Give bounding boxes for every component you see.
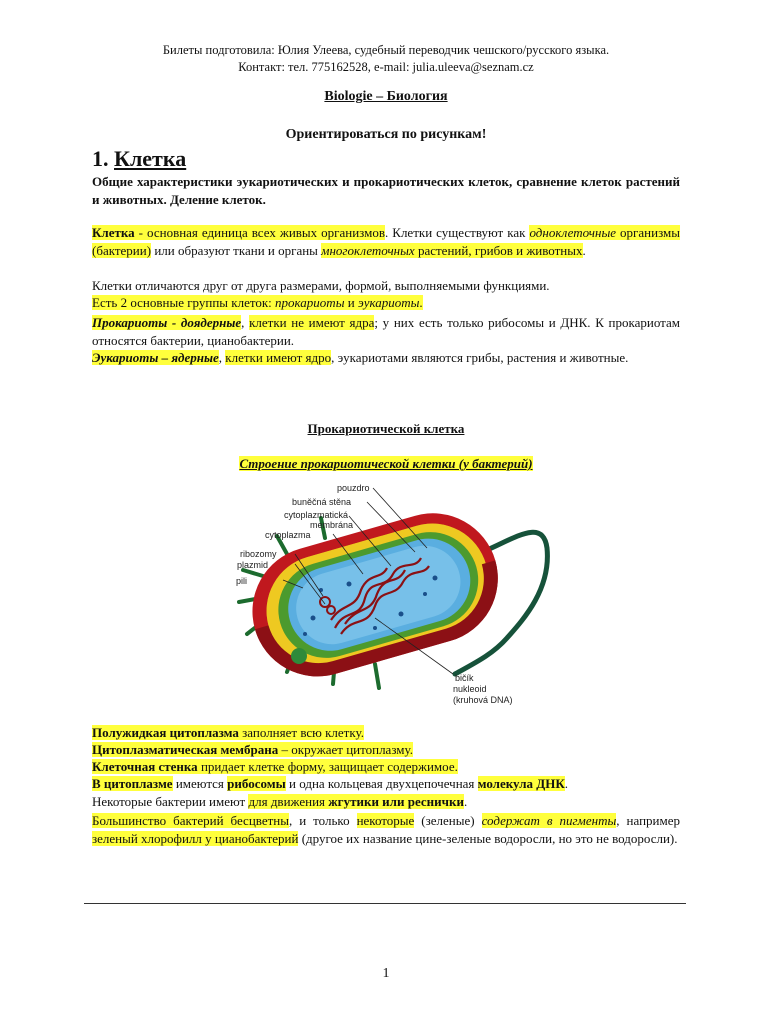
header-line-2: Контакт: тел. 775162528, e-mail: julia.uleeva@seznam.cz: [238, 60, 534, 74]
p1-h: .: [582, 242, 586, 258]
paragraph-cell-definition: [92, 224, 680, 259]
term-cell: Клетка: [92, 225, 135, 240]
label-membrane-1: cytoplazmatická: [284, 510, 349, 520]
p3-b: прокариоты: [275, 295, 345, 310]
p4-b: ,: [241, 315, 250, 330]
b4-e: молекула ДНК: [477, 776, 565, 791]
p4-d: ; у них есть только рибосомы и ДНК. К прокариотам относятся бактерии, цианобактерии.: [92, 315, 681, 348]
header-line-1: Билеты подготовила: Юлия Улеева, судебный переводчик чешского/русского языка.: [162, 43, 610, 57]
p1-g: растений, грибов и животных: [414, 242, 583, 258]
label-bunecna-stena: buněčná stěna: [292, 497, 352, 507]
prokaryotic-cell-illustration: [225, 478, 565, 710]
b4-a: В цитоплазме: [92, 776, 173, 791]
p1-d: организмы (бактерии): [92, 225, 680, 258]
label-ribozomy: ribozomy: [240, 549, 277, 559]
label-cytoplazma: cytoplazma: [265, 530, 311, 540]
p1-f: многоклеточных: [321, 242, 415, 258]
p1-b: . Клетки существуют как: [385, 225, 530, 240]
b6-g: зеленый хлорофилл у цианобактерий: [92, 830, 299, 846]
b5-d: .: [463, 794, 468, 809]
p1-e: или образуют ткани и органы: [151, 242, 322, 258]
p4-a: Прокариоты - доядерные: [92, 315, 242, 330]
figure-caption-wrap: [92, 456, 680, 472]
b6-h: (другое их название цине-зеленые водоросли, но это не водоросли).: [298, 830, 678, 846]
label-pili: pili: [236, 576, 248, 586]
p4-c: клетки не имеют ядра: [249, 315, 375, 330]
p3-e: .: [419, 295, 423, 310]
b1-b: заполняет всю клетку.: [238, 725, 364, 740]
orient-note: Ориентироваться по рисункам!: [285, 127, 487, 142]
paragraph-differences: Клетки отличаются друг от друга размерами, формой, выполняемыми функциями.: [92, 278, 550, 293]
b6-e: содержат в пигменты: [481, 813, 617, 828]
p3-d: эукариоты: [357, 295, 420, 310]
p5-b: ,: [218, 350, 226, 365]
p5-d: , эукариотами являются грибы, растения и животные.: [331, 350, 629, 365]
fact-cytoplasm: [92, 724, 680, 742]
b5-c: жгутики или реснички: [328, 794, 464, 809]
b5-a: Некоторые бактерии имеют: [92, 794, 249, 809]
section-heading: [92, 146, 186, 172]
document-title: Biologie – Биология: [324, 89, 448, 104]
b6-b: , и только: [288, 813, 357, 828]
fact-ribosomes-dna: [92, 775, 680, 793]
label-bicik: bičík: [455, 673, 474, 683]
b1-a: Полужидкая цитоплазма: [92, 725, 239, 740]
b4-f: .: [564, 776, 568, 791]
b6-a: Большинство бактерий бесцветны: [92, 813, 289, 828]
p5-a: Эукариоты – ядерные: [92, 350, 219, 365]
figure-title: Прокариотической клетка: [307, 421, 465, 436]
p3-c: и: [344, 295, 358, 310]
label-membrane-2: membrána: [310, 520, 354, 530]
footer-divider: [84, 903, 686, 904]
b4-d: и одна кольцевая двухцепочечная: [285, 776, 478, 791]
p1-c: одноклеточные: [529, 225, 617, 240]
b6-c: некоторые: [356, 813, 415, 828]
p3-a: Есть 2 основные группы клеток:: [92, 295, 276, 310]
b4-c: рибосомы: [227, 776, 286, 791]
section-subtitle: Общие характеристики эукариотических и прокариотических клеток, сравнение клеток растений и животных. Деление клеток.: [92, 174, 680, 207]
fact-flagella: [92, 793, 680, 811]
b6-d: (зеленые): [414, 813, 482, 828]
fact-membrane: [92, 741, 680, 759]
p1-a: - основная единица всех живых организмов: [134, 225, 386, 240]
inclusion-body: [291, 648, 307, 664]
section-number: 1.: [92, 146, 109, 171]
b3-a: Клеточная стенка: [92, 759, 198, 774]
fact-pigments: [92, 812, 680, 847]
b3-b: придает клетке форму, защищает содержимое.: [197, 759, 458, 774]
section-name: Клетка: [114, 146, 187, 171]
paragraph-groups: [92, 294, 680, 312]
b5-b: для движения: [248, 794, 329, 809]
figure-caption: Строение прокариотической клетки (у бактерий): [239, 456, 533, 471]
paragraph-eukaryotes: [92, 349, 680, 367]
p5-c: клетки имеют ядро: [225, 350, 332, 365]
b6-f: , например: [616, 813, 680, 828]
page-number: 1: [382, 966, 390, 981]
label-pouzdro: pouzdro: [337, 483, 370, 493]
b2-b: – окружает цитоплазму.: [278, 742, 413, 757]
b4-b: имеются: [172, 776, 228, 791]
paragraph-prokaryotes: [92, 314, 680, 349]
b2-a: Цитоплазматическая мембрана: [92, 742, 279, 757]
label-plazmid: plazmid: [237, 560, 269, 570]
fact-cell-wall: [92, 758, 680, 776]
label-nukleoid: nukleoid: [453, 684, 487, 694]
label-kruhova-dna: (kruhová DNA): [453, 695, 513, 705]
